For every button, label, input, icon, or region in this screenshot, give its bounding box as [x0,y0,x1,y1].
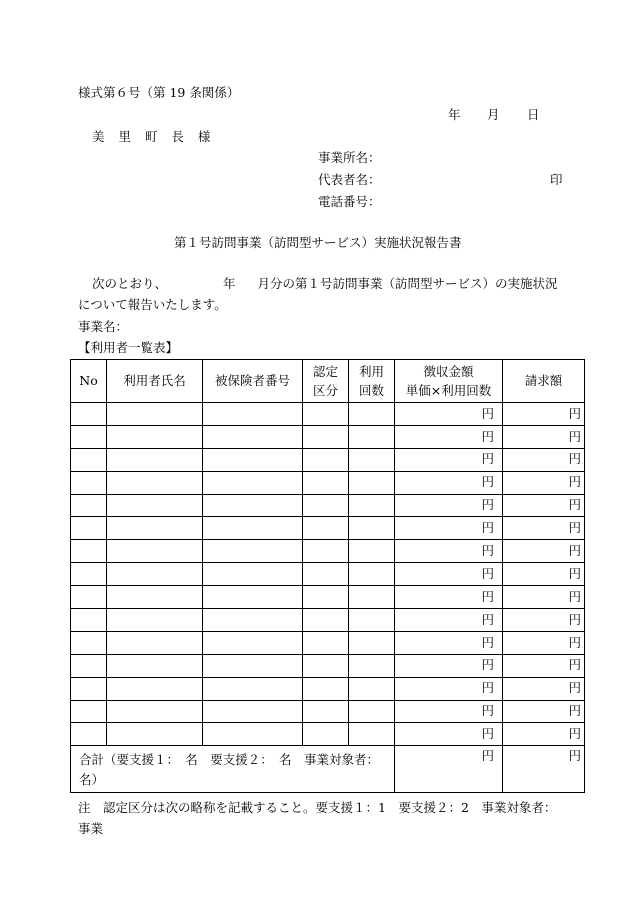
form-number: 様式第６号（第 19 条関係） [78,85,240,100]
cell-no[interactable] [71,403,107,426]
cell-certification[interactable] [303,677,349,700]
table-header-row [71,360,585,403]
cell-insured-number[interactable] [203,700,303,723]
table-row [71,425,585,448]
cell-user-name[interactable] [107,471,203,494]
header-certification [303,360,349,403]
cell-no[interactable] [71,425,107,448]
table-row [71,517,585,540]
cell-certification[interactable] [303,631,349,654]
cell-no[interactable] [71,563,107,586]
cell-no[interactable] [71,723,107,746]
total-billed-yen: 円 [503,746,585,793]
phone-number-label: 電話番号： [318,194,381,209]
cell-no[interactable] [71,609,107,632]
note-line2: 事業 [78,821,104,836]
cell-no[interactable] [71,448,107,471]
table-row [71,700,585,723]
header-cert-line1: 認定 [312,363,338,379]
header-cert-line2: 区分 [312,383,338,398]
cell-billed-yen[interactable]: 円 [503,471,585,494]
cell-insured-number[interactable] [203,654,303,677]
cell-insured-number[interactable] [203,425,303,448]
cell-billed-yen[interactable]: 円 [503,563,585,586]
representative-label: 代表者名： [318,172,381,187]
cell-no[interactable] [71,494,107,517]
user-list-table [70,359,585,793]
cell-insured-number[interactable] [203,517,303,540]
cell-certification[interactable] [303,563,349,586]
cell-user-name[interactable] [107,563,203,586]
office-name-label: 事業所名： [318,150,381,165]
cell-user-name[interactable] [107,631,203,654]
table-row [71,403,585,426]
total-row [71,746,585,793]
cell-billed-yen[interactable]: 円 [503,700,585,723]
table-row [71,494,585,517]
table-row [71,586,585,609]
document-title: 第１号訪問事業（訪問型サービス）実施状況報告書 [174,235,462,250]
cell-billed-yen[interactable]: 円 [503,425,585,448]
header-no: No [71,360,107,403]
header-uses-line1: 利用 [358,363,384,379]
cell-billed-yen[interactable]: 円 [503,723,585,746]
header-collected-amount [395,360,503,403]
cell-collected-yen[interactable]: 円 [395,517,503,540]
table-body [71,403,585,793]
cell-collected-yen[interactable]: 円 [395,471,503,494]
cell-collected-yen[interactable]: 円 [395,723,503,746]
cell-usage-count[interactable] [349,723,395,746]
cell-billed-yen[interactable]: 円 [503,609,585,632]
date-year-label: 年 [448,107,461,122]
cell-user-name[interactable] [107,723,203,746]
cell-user-name[interactable] [107,425,203,448]
table-row [71,609,585,632]
cell-usage-count[interactable] [349,654,395,677]
cell-billed-yen[interactable]: 円 [503,403,585,426]
cell-usage-count[interactable] [349,700,395,723]
cell-billed-yen[interactable]: 円 [503,448,585,471]
cell-collected-yen[interactable]: 円 [395,586,503,609]
cell-certification[interactable] [303,517,349,540]
cell-collected-yen[interactable]: 円 [395,425,503,448]
cell-billed-yen[interactable]: 円 [503,540,585,563]
cell-usage-count[interactable] [349,586,395,609]
table-row [71,471,585,494]
cell-user-name[interactable] [107,448,203,471]
body-text-line2: について報告いたします。 [78,297,227,312]
addressee: 美 里 町 長 様 [92,129,216,144]
cell-no[interactable] [71,700,107,723]
body-suffix: 月分の第１号訪問事業（訪問型サービス）の実施状況 [257,276,558,291]
cell-insured-number[interactable] [203,609,303,632]
cell-usage-count[interactable] [349,448,395,471]
cell-billed-yen[interactable]: 円 [503,517,585,540]
cell-insured-number[interactable] [203,723,303,746]
body-year: 年 [223,276,236,291]
cell-no[interactable] [71,631,107,654]
cell-certification[interactable] [303,471,349,494]
cell-usage-count[interactable] [349,403,395,426]
cell-billed-yen[interactable]: 円 [503,654,585,677]
user-list-heading: 【利用者一覧表】 [78,340,179,355]
header-uses-line2: 回数 [358,383,384,398]
cell-insured-number[interactable] [203,563,303,586]
table-row [71,540,585,563]
business-name-label: 事業名： [78,319,129,334]
cell-no[interactable] [71,677,107,700]
cell-insured-number[interactable] [203,403,303,426]
cell-billed-yen[interactable]: 円 [503,586,585,609]
header-user-name: 利用者氏名 [107,360,203,403]
cell-usage-count[interactable] [349,540,395,563]
cell-insured-number[interactable] [203,631,303,654]
cell-certification[interactable] [303,494,349,517]
cell-user-name[interactable] [107,540,203,563]
cell-billed-yen[interactable]: 円 [503,631,585,654]
date-month-label: 月 [487,107,500,122]
header-billed-amount: 請求額 [503,360,585,403]
cell-certification[interactable] [303,586,349,609]
cell-billed-yen[interactable]: 円 [503,494,585,517]
cell-collected-yen[interactable]: 円 [395,563,503,586]
header-fee-line1: 徴収金額 [423,363,474,379]
cell-certification[interactable] [303,609,349,632]
cell-certification[interactable] [303,700,349,723]
cell-usage-count[interactable] [349,609,395,632]
cell-certification[interactable] [303,723,349,746]
cell-no[interactable] [71,586,107,609]
cell-user-name[interactable] [107,586,203,609]
cell-insured-number[interactable] [203,540,303,563]
cell-usage-count[interactable] [349,563,395,586]
cell-usage-count[interactable] [349,631,395,654]
cell-user-name[interactable] [107,517,203,540]
cell-no[interactable] [71,540,107,563]
cell-no[interactable] [71,517,107,540]
cell-no[interactable] [71,654,107,677]
cell-user-name[interactable] [107,700,203,723]
date-day-label: 日 [527,107,540,122]
table-row [71,631,585,654]
header-insured-number: 被保険者番号 [203,360,303,403]
cell-usage-count[interactable] [349,425,395,448]
total-collected-yen: 円 [395,746,503,793]
cell-user-name[interactable] [107,654,203,677]
cell-certification[interactable] [303,448,349,471]
body-text-line1 [92,278,558,291]
cell-usage-count[interactable] [349,494,395,517]
table-row [71,563,585,586]
cell-collected-yen[interactable]: 円 [395,700,503,723]
cell-user-name[interactable] [107,403,203,426]
cell-user-name[interactable] [107,494,203,517]
total-label: 合計（要支援１： 名 要支援２： 名 事業対象者：名） [71,746,395,793]
cell-no[interactable] [71,471,107,494]
header-usage-count [349,360,395,403]
cell-usage-count[interactable] [349,517,395,540]
cell-usage-count[interactable] [349,471,395,494]
cell-collected-yen[interactable]: 円 [395,609,503,632]
cell-collected-yen[interactable]: 円 [395,631,503,654]
cell-collected-yen[interactable]: 円 [395,494,503,517]
cell-usage-count[interactable] [349,677,395,700]
cell-insured-number[interactable] [203,586,303,609]
cell-collected-yen[interactable]: 円 [395,540,503,563]
cell-insured-number[interactable] [203,471,303,494]
table-row [71,723,585,746]
table-row [71,448,585,471]
cell-collected-yen[interactable]: 円 [395,654,503,677]
cell-certification[interactable] [303,654,349,677]
cell-user-name[interactable] [107,677,203,700]
cell-insured-number[interactable] [203,448,303,471]
cell-certification[interactable] [303,425,349,448]
cell-collected-yen[interactable]: 円 [395,677,503,700]
cell-insured-number[interactable] [203,677,303,700]
header-fee-line2: 単価×利用回数 [405,383,492,398]
cell-collected-yen[interactable]: 円 [395,403,503,426]
cell-user-name[interactable] [107,609,203,632]
cell-certification[interactable] [303,540,349,563]
table-row [71,654,585,677]
table-row [71,677,585,700]
cell-certification[interactable] [303,403,349,426]
cell-collected-yen[interactable]: 円 [395,448,503,471]
body-prefix: 次のとおり、 [92,276,168,291]
seal-mark: 印 [550,172,563,187]
cell-billed-yen[interactable]: 円 [503,677,585,700]
note-line1: 注 認定区分は次の略称を記載すること。要支援１：1 要支援２：2 事業対象者： [78,800,557,815]
cell-insured-number[interactable] [203,494,303,517]
